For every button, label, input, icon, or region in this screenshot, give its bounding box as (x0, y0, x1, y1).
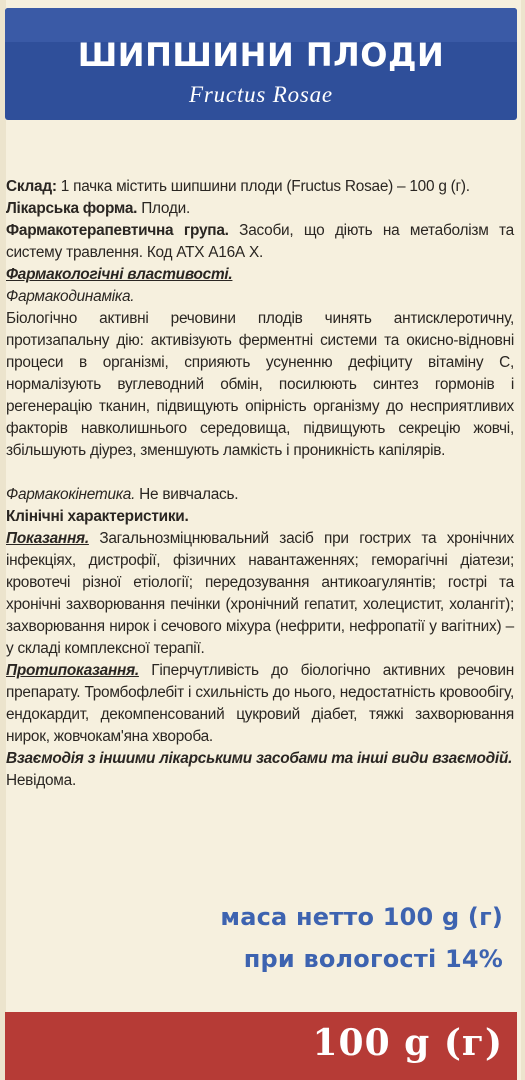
pharmacokinetics-paragraph (6, 484, 514, 506)
contraindications-paragraph (6, 660, 514, 748)
contraindications-text: Гіперчутливість до біологічно активних речовин препарату. Тромбофлебіт і схильність до нього, недостатність кровообігу, ендокардит, декомпенсований цукровий діабет, тяжкі захворювання нирок, жовчокам'яна хвороба. (6, 662, 514, 745)
indications-label: Показання. (6, 530, 89, 547)
interaction-label: Взаємодія з іншими лікарськими засобами та інші види взаємодій. (6, 750, 513, 767)
pharmacodynamics-label: Фармакодинаміка. (6, 288, 135, 305)
form-label: Лікарська форма. (6, 200, 138, 217)
indications-text: Загальнозміцнювальний засіб при гострих та хронічних інфекціях, дистрофії, фізичних навантаженнях; геморагічні діатези; кровотечі різної етіології; передозування антикоагулянтів; гострі та хронічні захворювання печінки (хронічний гепатит, холецистит, холангіт); захворювання нирок і сечового міхура (нефрити, нефропатії у вагітних) – у складі комплексної терапії. (6, 530, 514, 657)
humidity-text: при вологості 14% (243, 945, 503, 973)
net-mass-text: маса нетто 100 g (г) (220, 903, 503, 931)
leaflet-text (6, 176, 514, 792)
properties-label: Фармакологічні властивості. (6, 266, 233, 283)
interaction-paragraph: Невідома. (6, 772, 76, 789)
form-text: Плоди. (137, 200, 191, 217)
header-banner (5, 8, 517, 120)
footer-weight-label: 100 g (г) (312, 1022, 503, 1064)
composition-paragraph (6, 176, 514, 198)
group-label: Фармакотерапевтична група. (6, 222, 229, 239)
composition-text: 1 пачка містить шипшини плоди (Fructus Rosae) – 100 g (г). (56, 178, 470, 195)
interaction-heading (6, 748, 514, 770)
group-paragraph (6, 220, 514, 264)
contraindications-label: Протипоказання. (6, 662, 139, 679)
right-edge-shadow (521, 0, 525, 1080)
pharmacokinetics-text: Не вивчалась. (135, 486, 239, 503)
clinical-label: Клінічні характеристики. (6, 508, 189, 525)
net-mass-block (220, 896, 503, 980)
footer-band (5, 1012, 517, 1080)
pharmacodynamics-heading (6, 286, 514, 308)
product-title: ШИПШИНИ ПЛОДИ (77, 36, 445, 74)
indications-paragraph (6, 528, 514, 660)
paragraph-gap (6, 462, 514, 484)
pharmacodynamics-paragraph: Біологічно активні речовини плодів чинять антисклеротичну, протизапальну дію: активізують ферментні системи та окисно-відновні процеси в організмі, сприяють усуненню дефіциту вітаміну С, нормалізують вуглеводний обмін, посилюють синтез гормонів і регенерацію тканин, підвищують опірність організму до несприятливих факторів навколишнього середовища, підвищують секрецію жовчі, збільшують діурез, зменшують ламкість і проникність капілярів. (6, 310, 514, 459)
properties-heading (6, 264, 514, 286)
clinical-heading (6, 506, 514, 528)
group-text: Засоби, що діють на метаболізм та систему травлення. Код АТХ А16А X. (6, 222, 514, 261)
product-latin-name: Fructus Rosae (189, 82, 333, 107)
composition-label: Склад: (6, 178, 57, 195)
pharmacokinetics-label: Фармакокінетика. (6, 486, 136, 503)
form-paragraph (6, 198, 514, 220)
